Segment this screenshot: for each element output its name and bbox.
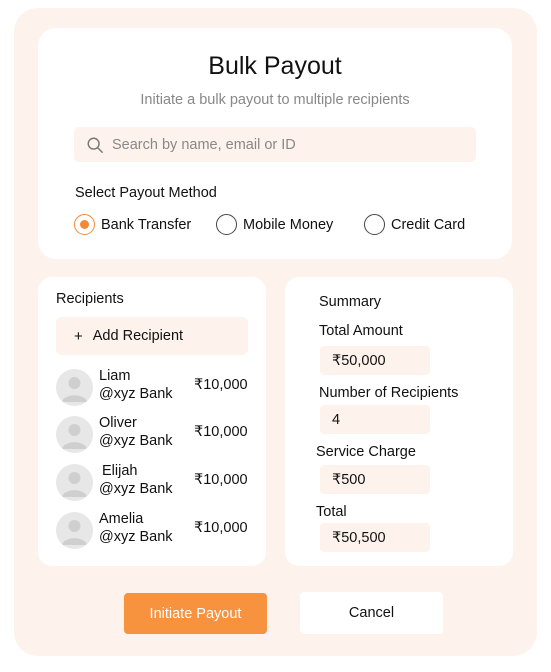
recipient-row[interactable] bbox=[56, 367, 256, 407]
plus-icon: + bbox=[74, 327, 83, 345]
recipient-name: Liam bbox=[99, 368, 131, 384]
payout-method-label: Select Payout Method bbox=[75, 185, 217, 201]
recipient-amount: ₹10,000 bbox=[194, 424, 248, 440]
num-recipients-label: Number of Recipients bbox=[319, 385, 459, 401]
radio-bank-transfer[interactable] bbox=[74, 214, 191, 235]
recipient-name: Elijah bbox=[102, 463, 138, 479]
add-recipient-label: Add Recipient bbox=[92, 328, 184, 344]
add-recipient-button[interactable] bbox=[56, 317, 248, 355]
total-value: ₹50,500 bbox=[320, 523, 430, 552]
radio-label-bank-transfer: Bank Transfer bbox=[101, 216, 192, 233]
recipients-title: Recipients bbox=[56, 291, 124, 307]
recipient-bank: @xyz Bank bbox=[99, 529, 173, 545]
user-avatar-icon bbox=[56, 369, 93, 406]
recipient-bank: @xyz Bank bbox=[99, 433, 173, 449]
initiate-payout-button[interactable]: Initiate Payout bbox=[124, 593, 267, 634]
total-amount-value: ₹50,000 bbox=[320, 346, 430, 375]
recipient-name: Amelia bbox=[99, 511, 144, 527]
recipient-row[interactable] bbox=[56, 510, 256, 550]
search-box[interactable] bbox=[74, 127, 476, 162]
page-title: Bulk Payout bbox=[208, 52, 342, 80]
header-card bbox=[38, 28, 512, 259]
service-charge-value: ₹500 bbox=[320, 465, 430, 494]
cancel-button[interactable]: Cancel bbox=[300, 592, 443, 634]
summary-title: Summary bbox=[319, 294, 382, 310]
page-subtitle: Initiate a bulk payout to multiple recipients bbox=[140, 92, 410, 108]
service-charge-label: Service Charge bbox=[316, 444, 416, 460]
user-avatar-icon bbox=[56, 512, 93, 549]
recipient-bank: @xyz Bank bbox=[99, 481, 173, 497]
recipient-bank: @xyz Bank bbox=[99, 386, 173, 402]
recipient-amount: ₹10,000 bbox=[194, 520, 248, 536]
radio-label-credit-card: Credit Card bbox=[391, 216, 466, 233]
radio-label-mobile-money: Mobile Money bbox=[243, 216, 334, 233]
radio-credit-card[interactable] bbox=[364, 214, 465, 235]
radio-button-checked[interactable] bbox=[74, 214, 95, 235]
user-avatar-icon bbox=[56, 416, 93, 453]
recipient-row[interactable] bbox=[56, 414, 256, 454]
recipient-name: Oliver bbox=[99, 415, 137, 431]
recipient-amount: ₹10,000 bbox=[194, 472, 248, 488]
summary-card bbox=[285, 277, 513, 566]
recipient-amount: ₹10,000 bbox=[194, 377, 248, 393]
recipients-card bbox=[38, 277, 266, 566]
user-avatar-icon bbox=[56, 464, 93, 501]
search-icon bbox=[86, 136, 104, 154]
radio-mobile-money[interactable] bbox=[216, 214, 333, 235]
total-label: Total bbox=[316, 504, 347, 520]
search-input[interactable] bbox=[112, 137, 472, 153]
total-amount-label: Total Amount bbox=[319, 323, 403, 339]
num-recipients-value: 4 bbox=[320, 405, 430, 434]
recipient-row[interactable] bbox=[56, 462, 256, 502]
radio-button[interactable] bbox=[364, 214, 385, 235]
radio-button[interactable] bbox=[216, 214, 237, 235]
